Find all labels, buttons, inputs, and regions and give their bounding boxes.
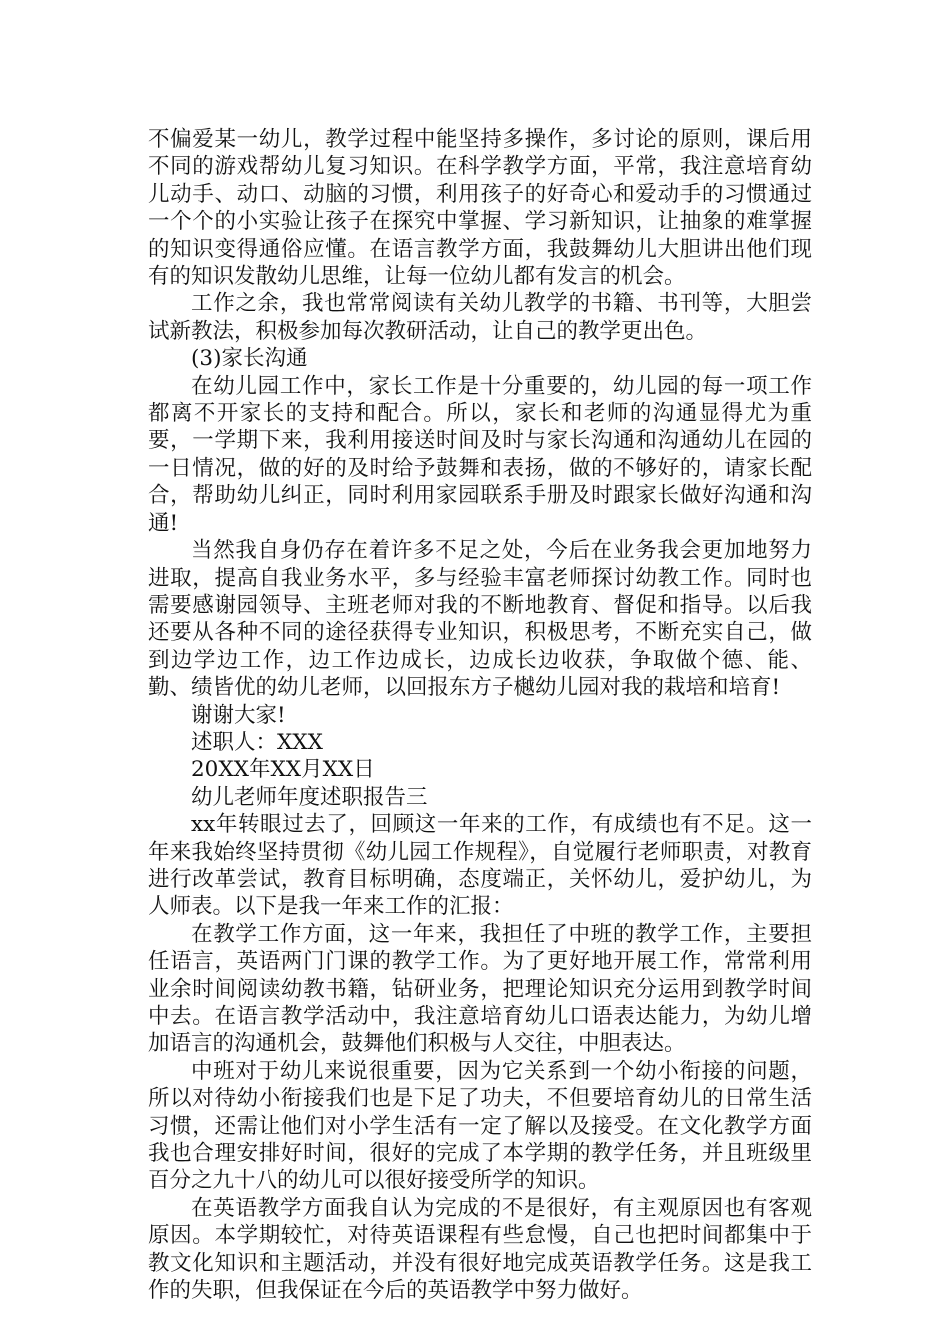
report-title: 幼儿老师年度述职报告三 xyxy=(191,784,428,810)
paragraph-english-teaching: 在英语教学方面我自认为完成的不是很好，有主观原因也有客观原因。本学期较忙，对待英语课程有些怠慢，自己也把时间都集中于教文化知识和主题活动，并没有很好地完成英语教学任务。这是我工作的失职，但我保证在今后的英语教学中努力做好。 xyxy=(148,1195,812,1304)
date-line: 20XX年XX月XX日 xyxy=(191,757,375,783)
paragraph-teaching-work: 在教学工作方面，这一年来，我担任了中班的教学工作，主要担任语言，英语两门门课的教学工作。为了更好地开展工作，常常利用业余时间阅读幼教书籍，钻研业务，把理论知识充分运用到教学时间中去。在语言教学活动中，我注意培育幼儿口语表达能力，为幼儿增加语言的沟通机会，鼓舞他们积极与人交往，中胆表达。 xyxy=(148,921,812,1057)
paragraph-self-study: 工作之余，我也常常阅读有关幼儿教学的书籍、书刊等，大胆尝试新教法，积极参加每次教研活动，让自己的教学更出色。 xyxy=(148,291,812,344)
paragraph-teaching-methods: 不偏爱某一幼儿，教学过程中能坚持多操作，多讨论的原则，课后用不同的游戏帮幼儿复习知识。在科学教学方面，平常，我注意培育幼儿动手、动口、动脑的习惯，利用孩子的好奇心和爱动手的习惯通过一个个的小实验让孩子在探究中掌握、学习新知识，让抽象的难掌握的知识变得通俗应懂。在语言教学方面，我鼓舞幼儿大胆讲出他们现有的知识发散幼儿思维，让每一位幼儿都有发言的机会。 xyxy=(148,127,812,290)
section-heading-parent-communication: (3)家长沟通 xyxy=(191,346,308,372)
paragraph-shortcomings: 当然我自身仍存在着许多不足之处，今后在业务我会更加地努力进取，提高自我业务水平，多与经验丰富老师探讨幼教工作。同时也需要感谢园领导、主班老师对我的不断地教育、督促和指导。以后我还要从各种不同的途径获得专业知识，积极思考，不断充实自己，做到边学边工作，边工作边成长，边成长边收获，争取做个德、能、勤、绩皆优的幼儿老师，以回报东方子樾幼儿园对我的栽培和培育! xyxy=(148,538,812,701)
document-body xyxy=(148,126,812,1304)
paragraph-middle-class: 中班对于幼儿来说很重要，因为它关系到一个幼小衔接的问题，所以对待幼小衔接我们也是下足了功夫，不但要培育幼儿的日常生活习惯，还需让他们对小学生活有一定了解以及接受。在文化教学方面我也合理安排好时间，很好的完成了本学期的教学任务，并且班级里百分之九十八的幼儿可以很好接受所学的知识。 xyxy=(148,1058,812,1194)
paragraph-parent-work: 在幼儿园工作中，家长工作是十分重要的，幼儿园的每一项工作都离不开家长的支持和配合。所以，家长和老师的沟通显得尤为重要，一学期下来，我利用接送时间及时与家长沟通和沟通幼儿在园的一日情况，做的好的及时给予鼓舞和表扬，做的不够好的，请家长配合，帮助幼儿纠正，同时利用家园联系手册及时跟家长做好沟通和沟通! xyxy=(148,373,812,536)
paragraph-year-review: xx年转眼过去了，回顾这一年来的工作，有成绩也有不足。这一年来我始终坚持贯彻《幼儿园工作规程》，自觉履行老师职责，对教育进行改革尝试，教育目标明确，态度端正，关怀幼儿，爱护幼儿，为人师表。以下是我一年来工作的汇报： xyxy=(148,812,812,920)
closing-thanks: 谢谢大家! xyxy=(191,702,286,728)
signature-line: 述职人：XXX xyxy=(191,729,323,755)
